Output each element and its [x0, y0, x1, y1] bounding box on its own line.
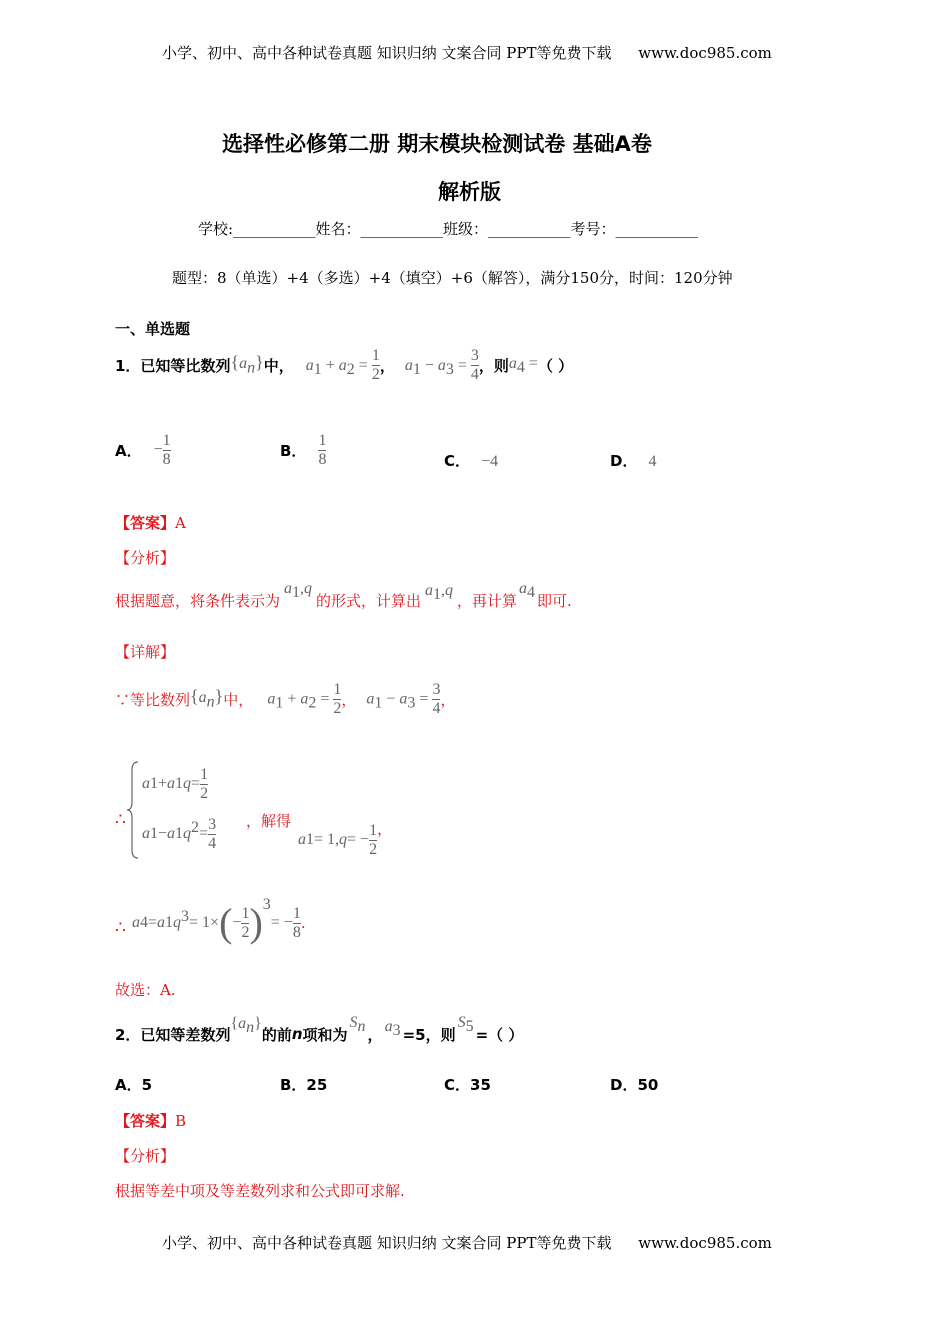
page-header	[162, 42, 772, 63]
header-url: www.doc985.com	[638, 44, 772, 62]
header-text: 小学、初中、高中各种试卷真题 知识归纳 文案合同 PPT等免费下载	[162, 44, 612, 62]
eq-a1-minus-a3: $a_1 - a_3$ = $\frac{3}{4}$	[404, 346, 479, 383]
q1-analysis: 根据题意，将条件表示为 $a_1,q$ 的形式，计算出 $a_1,q$ ，再计算 $a_4$ 即可.	[115, 579, 572, 610]
question-1	[115, 340, 573, 390]
solution-values: a 1 = 1, q = − $\frac{1}{2}$ ，	[298, 819, 393, 858]
q1-answer: 【答案】A	[115, 514, 186, 532]
q2-option-b[interactable]: B．25	[280, 1076, 328, 1094]
q2-answer: 【答案】B	[115, 1112, 187, 1130]
q1-detail-line1: ∵等比数列 $\{a_n\}$ 中， $a_1 + a_2$ = $\frac{1}{2}$ ， $a_1 - a_3$ = $\frac{3}{4}$ ，	[115, 680, 456, 717]
question-2: 2．已知等差数列 $\{a_n\}$ 的前 n 项和为 $S_n$ ， $a_3$ =5，则 $S_5$ =（ ）	[115, 1013, 524, 1044]
q1-mid: 中，	[263, 356, 294, 375]
footer-text: 小学、初中、高中各种试卷真题 知识归纳 文案合同 PPT等免费下载	[162, 1234, 612, 1252]
eq-a1-plus-a2: $a_1 + a_2$ = $\frac{1}{2}$	[305, 346, 380, 383]
system-eq-2: a 1 − a 1 q $^2$ = $\frac{3}{4}$	[142, 815, 217, 852]
system-eq-1: a 1 + a 1 q = $\frac{1}{2}$	[142, 765, 209, 802]
exam-info: 题型：8（单选）+4（多选）+4（填空）+6（解答），满分150分，时间：120分钟	[172, 269, 733, 287]
q2-option-d[interactable]: D．50	[610, 1076, 659, 1094]
q2-analysis: 根据等差中项及等差数列求和公式即可求解.	[115, 1182, 405, 1200]
q1-then: ，则	[478, 356, 509, 375]
eq-a4: $a_4$ =	[508, 354, 538, 377]
q1-detail-label: 【详解】	[115, 643, 176, 661]
section-heading-1: 一、单选题	[115, 320, 191, 338]
q1-option-c[interactable]: C． −4	[444, 452, 499, 470]
q2-option-a[interactable]: A．5	[115, 1076, 153, 1094]
a4-computation: a 4 = a 1 q $^3$ = 1× ( − $\frac{1}{2}$ ) $^3$ = − $\frac{1}{8}$ .	[132, 896, 306, 945]
q2-analysis-label: 【分析】	[115, 1147, 176, 1165]
q1-analysis-label: 【分析】	[115, 549, 176, 567]
q1-solve-text: ，解得	[246, 812, 292, 830]
doc-title: 选择性必修第二册 期末模块检测试卷 基础A卷	[222, 132, 652, 156]
q1-option-a[interactable]: A． − $\frac{1}{8}$	[115, 431, 171, 468]
q1-conclusion: 故选：A.	[115, 981, 176, 999]
q1-therefore-2: ∴	[115, 918, 126, 938]
doc-subtitle: 解析版	[438, 180, 501, 204]
system-brace	[126, 760, 140, 860]
student-info-line: 学校:___________姓名：___________班级：___________考号：___________	[198, 220, 699, 238]
page-footer	[162, 1232, 772, 1253]
seq-an: $\{a_n\}$	[230, 352, 264, 377]
q1-therefore-1: ∴	[115, 810, 126, 830]
q1-option-b[interactable]: B． $\frac{1}{8}$	[280, 431, 327, 468]
footer-url: www.doc985.com	[638, 1234, 772, 1252]
q1-comma: ，	[379, 356, 395, 375]
q1-option-d[interactable]: D． 4	[610, 452, 657, 470]
q1-paren: （ ）	[537, 356, 574, 375]
q1-prefix: 1．已知等比数列	[115, 356, 231, 375]
q2-option-c[interactable]: C．35	[444, 1076, 491, 1094]
